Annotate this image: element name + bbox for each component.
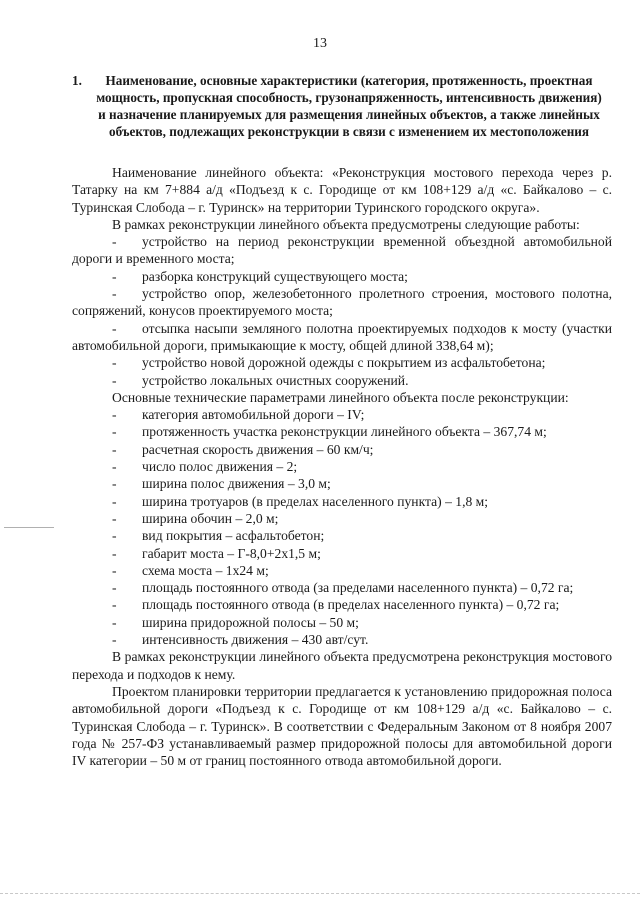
list-item: - ширина полос движения – 3,0 м; bbox=[112, 476, 331, 492]
list-item: - площадь постоянного отвода (в пределах населенного пункта) – 0,72 га; bbox=[112, 597, 560, 613]
list-item: - ширина придорожной полосы – 50 м; bbox=[112, 614, 359, 630]
list-dash: - bbox=[112, 562, 117, 578]
list-dash: - bbox=[112, 459, 117, 475]
list-item: - устройство на период реконструкции временной объездной автомобильной дороги и временного моста; bbox=[72, 234, 612, 267]
parameters-list bbox=[72, 406, 612, 648]
list-item: - категория автомобильной дороги – IV; bbox=[112, 407, 365, 423]
list-dash: - bbox=[112, 424, 117, 440]
document-body bbox=[72, 164, 612, 769]
section-heading bbox=[72, 72, 602, 140]
list-dash: - bbox=[112, 320, 117, 336]
works-list bbox=[72, 233, 612, 389]
list-item: - отсыпка насыпи земляного полотна проектируемых подходов к мосту (участки автомобильной дороги, примыкающие к мосту, общей длиной 338,64 м); bbox=[72, 320, 612, 353]
section-number: 1. bbox=[72, 73, 82, 88]
list-item: - протяженность участка реконструкции линейного объекта – 367,74 м; bbox=[112, 424, 547, 440]
works-intro-paragraph: В рамках реконструкции линейного объекта предусмотрены следующие работы: bbox=[112, 216, 580, 232]
roadside-strip-paragraph: Проектом планировки территории предлагается к установлению придорожная полоса автомобильной дороги «Подъезд к с. Городище от км 108+129 а/д «с. Байкалово – с. Туринская Слобода – г. Туринск». В соответствии с Федеральным Законом от 8 ноября 2007 года № 257-ФЗ устанавливаемый размер придорожной полосы для автомобильной дороги IV категории – 50 м от границ постоянного отвода автомобильной дороги. bbox=[72, 683, 612, 769]
list-item: - число полос движения – 2; bbox=[112, 459, 298, 475]
section-title: Наименование, основные характеристики (категория, протяженность, проектная мощность, пропускная способность, грузонапряженность, интенсивность движения) и назначение планируемых для размещения линейных объектов, а также линейных объектов, подлежащих реконструкции в связи с изменением их местоположения bbox=[96, 73, 602, 139]
list-dash: - bbox=[112, 580, 117, 596]
list-dash: - bbox=[112, 355, 117, 371]
list-dash: - bbox=[112, 441, 117, 457]
list-item: - площадь постоянного отвода (за пределами населенного пункта) – 0,72 га; bbox=[112, 580, 574, 596]
list-dash: - bbox=[112, 597, 117, 613]
list-item: - устройство новой дорожной одежды с покрытием из асфальтобетона; bbox=[112, 355, 546, 371]
list-dash: - bbox=[112, 493, 117, 509]
list-dash: - bbox=[112, 476, 117, 492]
list-dash: - bbox=[112, 614, 117, 630]
page-number: 13 bbox=[313, 36, 327, 51]
list-item: - устройство опор, железобетонного пролетного строения, мостового полотна, сопряжений, конусов проектируемого моста; bbox=[72, 286, 612, 319]
list-item: - вид покрытия – асфальтобетон; bbox=[112, 528, 325, 544]
list-dash: - bbox=[112, 407, 117, 423]
list-item: - устройство локальных очистных сооружений. bbox=[112, 372, 409, 388]
list-dash: - bbox=[112, 268, 117, 284]
list-item: - интенсивность движения – 430 авт/сут. bbox=[112, 632, 369, 648]
list-item: - расчетная скорость движения – 60 км/ч; bbox=[112, 441, 374, 457]
object-name-paragraph: Наименование линейного объекта: «Реконструкция мостового перехода через р. Татарку на км 7+884 а/д «Подъезд к с. Городище от км 108+129 а/д «с. Байкалово – с. Туринская Слобода – г. Туринск» на территории Туринского городского округа». bbox=[72, 165, 612, 215]
list-dash: - bbox=[112, 528, 117, 544]
list-item: - ширина тротуаров (в пределах населенного пункта) – 1,8 м; bbox=[112, 493, 489, 509]
list-dash: - bbox=[112, 372, 117, 388]
list-item: - габарит моста – Г-8,0+2х1,5 м; bbox=[112, 545, 321, 561]
list-dash: - bbox=[112, 234, 117, 250]
list-item: - ширина обочин – 2,0 м; bbox=[112, 510, 279, 526]
list-dash: - bbox=[112, 510, 117, 526]
list-dash: - bbox=[112, 286, 117, 302]
reconstruction-paragraph: В рамках реконструкции линейного объекта предусмотрена реконструкция мостового перехода и подходов к нему. bbox=[72, 649, 612, 682]
list-dash: - bbox=[112, 545, 117, 561]
list-item: - разборка конструкций существующего моста; bbox=[112, 268, 408, 284]
list-item: - схема моста – 1х24 м; bbox=[112, 562, 269, 578]
margin-mark bbox=[4, 527, 54, 528]
scan-edge-line bbox=[0, 893, 640, 894]
parameters-intro-paragraph: Основные технические параметрами линейного объекта после реконструкции: bbox=[112, 389, 569, 405]
list-dash: - bbox=[112, 632, 117, 648]
